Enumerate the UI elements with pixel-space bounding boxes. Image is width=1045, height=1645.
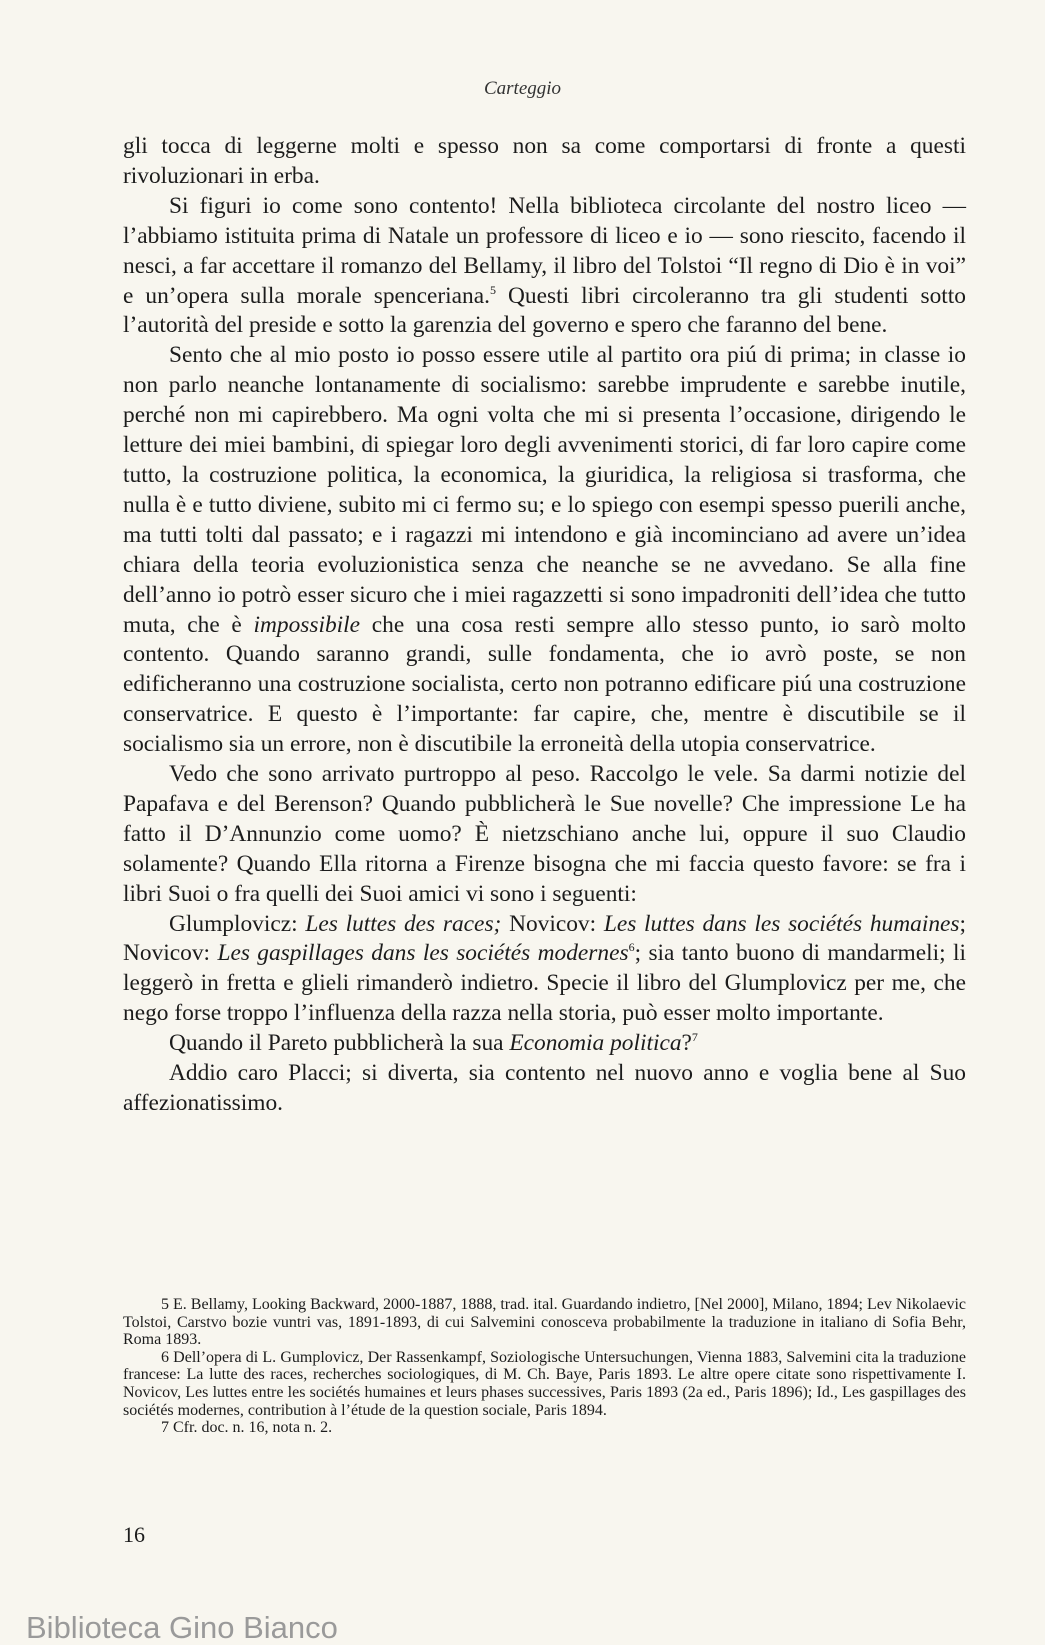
- paragraph-text: ; sia tanto buono di mandarmeli; li leggerò in fretta e glieli rimanderò indietro. Specie il libro del Glumplovicz per me, che nego forse troppo l’influenza della razza nella storia, può esser molto importante.: [123, 940, 966, 1027]
- paragraph: [123, 192, 966, 342]
- footnote-6: 6 Dell’opera di L. Gumplovicz, Der Rassenkampf, Soziologische Untersuchungen, Vienna 1883, Salvemini cita la traduzione francese: La lutte des races, recherches sociologiques, di M. Ch. Baye, Paris 1893. Le altre opere citate sono rispettivamente I. Novicov, Les luttes entre les sociétés humaines et leurs phases successives, Paris 1893 (2a ed., Paris 1896); Id., Les gaspillages des sociétés modernes, contribution à l’étude de la question sociale, Paris 1894.: [123, 1348, 966, 1419]
- paragraph: Vedo che sono arrivato purtroppo al peso. Raccolgo le vele. Sa darmi notizie del Papafava e del Berenson? Quando pubblicherà le Sue novelle? Che impressione Le ha fatto il D’Annunzio come uomo? È nietzschiano anche lui, oppure il suo Claudio solamente? Quando Ella ritorna a Firenze bisogna che mi faccia questo favore: se fra i libri Suoi o fra quelli dei Suoi amici vi sono i seguenti:: [123, 761, 966, 907]
- paragraph: gli tocca di leggerne molti e spesso non sa come comportarsi di fronte a questi rivoluzionari in erba.: [123, 133, 966, 189]
- paragraph: [123, 1029, 966, 1059]
- book-title: Les luttes dans les sociétés humaines: [603, 910, 960, 937]
- book-title: Les luttes des races;: [305, 910, 502, 937]
- paragraph-text: Si figuri io come sono contento! Nella biblioteca circolante del nostro liceo — l’abbiamo istituita prima di Natale un professore di liceo e io — sono riescito, facendo il nesci, a far accettare il romanzo del Bellamy, il libro del Tolstoi “Il regno di Dio è in voi” e un’opera sulla morale spenceriana.: [123, 192, 966, 309]
- book-title: Les gaspillages dans les sociétés modernes: [217, 940, 629, 967]
- letter-body: [123, 132, 966, 1119]
- paragraph-text: Questi libri circoleranno tra gli studenti sotto l’autorità del preside e sotto la garenzia del governo e spero che faranno del bene.: [123, 282, 966, 339]
- paragraph-text: ?: [681, 1030, 692, 1057]
- footnote-7: 7 Cfr. doc. n. 16, nota n. 2.: [161, 1419, 333, 1437]
- paragraph: [123, 910, 966, 1030]
- page-number: 16: [123, 1522, 145, 1547]
- footnotes: [123, 1296, 966, 1437]
- running-title: Carteggio: [483, 78, 562, 99]
- footnote-5: 5 E. Bellamy, Looking Backward, 2000-1887, 1888, trad. ital. Guardando indietro, [Nel 2000], Milano, 1894; Lev Nikolaevic Tolstoi, Carstvo bozie vuntri vas, 1891-1893, di cui Salvemini conosceva probabilmente la traduzione in italiano di Sofia Behr, Roma 1893.: [123, 1296, 967, 1349]
- paragraph: Addio caro Placci; si diverta, sia contento nel nuovo anno e voglia bene al Suo affezionatissimo.: [123, 1060, 966, 1116]
- paragraph-text: Sento che al mio posto io posso essere utile al partito ora piú di prima; in classe io non parlo neanche lontanamente di socialismo: sarebbe imprudente e sarebbe inutile, perché non mi capirebbero. Ma ogni volta che mi si presenta l’occasione, dirigendo le letture dei miei bambini, di spiegar loro degli avvenimenti storici, di far loro capire come tutto, la costruzione politica, la economica, la giuridica, la religiosa si trasforma, che nulla è e tutto diviene, subito mi ci fermo su; e lo spiego con esempi spesso puerili anche, ma tutti tolti dal passato; e i ragazzi mi intendono e già incominciano ad avere un’idea chiara della teoria evoluzionistica senza che neanche se ne avvedano. Se alla fine dell’anno io potrò esser sicuro che i miei ragazzetti si sono impadroniti dell’idea che tutto muta, che è: [123, 342, 966, 638]
- paragraph: [123, 341, 966, 760]
- emphasis: impossibile: [253, 611, 361, 638]
- paragraph-text: Quando il Pareto pubblicherà la sua: [169, 1030, 510, 1057]
- paragraph-text: che una cosa resti sempre allo stesso punto, io sarò molto contento. Quando saranno grandi, sulle fondamenta, che io avrò poste, se non edificheranno una costruzione socialista, certo non potranno edificare piú una costruzione conservatrice. E questo è l’importante: far capire, che, mentre è discutibile se il socialismo sia un errore, non è discutibile la erroneità della utopia conservatrice.: [123, 611, 966, 758]
- author-name: ; Novicov:: [123, 910, 966, 967]
- footnote-ref: 5: [489, 282, 496, 297]
- library-watermark: Biblioteca Gino Bianco: [26, 1610, 338, 1645]
- author-name: Novicov:: [501, 910, 604, 937]
- footnote-ref: 6: [628, 940, 635, 955]
- book-title: Economia politica: [509, 1030, 682, 1057]
- author-name: Glumplovicz:: [169, 910, 306, 937]
- footnote-ref: 7: [691, 1030, 698, 1045]
